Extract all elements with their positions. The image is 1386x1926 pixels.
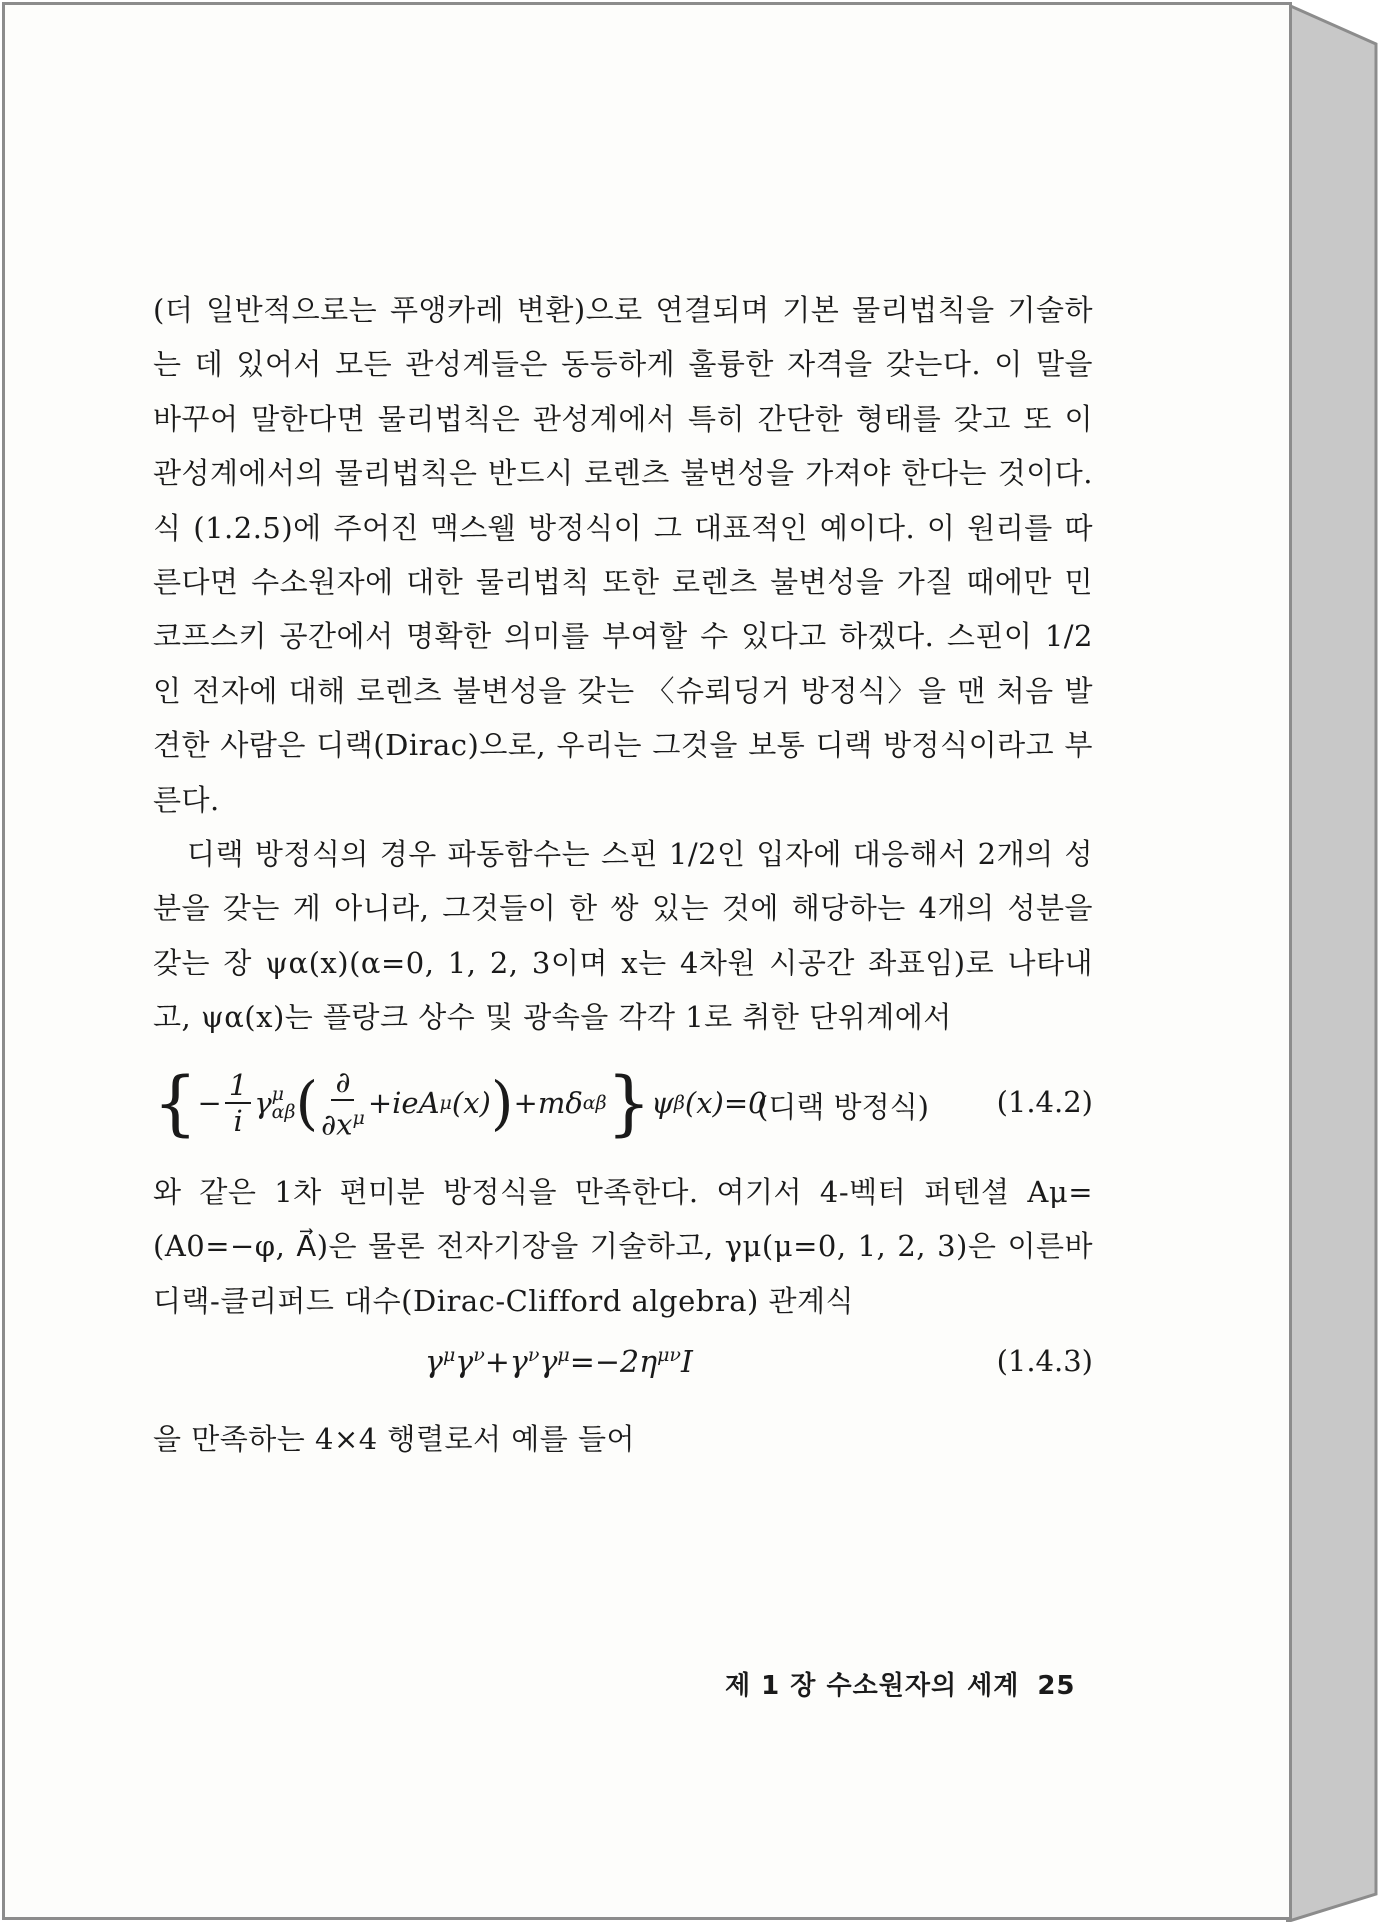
paragraph-1: (더 일반적으로는 푸앵카레 변환)으로 연결되며 기본 물리법칙을 기술하는 데 있어서 모든 관성계들은 동등하게 훌륭한 자격을 갖는다. 이 말을 바꾸어 말한다면 물리법칙은 관성계에서 특히 간단한 형태를 갖고 또 이 관성계에서의 물리법칙은 반드시 로렌츠 불변성을 가져야 한다는 것이다. 식 (1.2.5)에 주어진 맥스웰 방정식이 그 대표적인 예이다. 이 원리를 따른다면 수소원자에 대한 물리법칙 또한 로렌츠 불변성을 가질 때에만 민코프스키 공간에서 명확한 의미를 부여할 수 있다고 하겠다. 스핀이 1/2인 전자에 대해 로렌츠 불변성을 갖는 〈슈뢰딩거 방정식〉을 맨 처음 발견한 사람은 디랙(Dirac)으로, 우리는 그것을 보통 디랙 방정식이라고 부른다. bbox=[153, 293, 1093, 817]
paragraph-4: 을 만족하는 4×4 행렬로서 예를 들어 bbox=[153, 1421, 635, 1456]
paragraph-3: 와 같은 1차 편미분 방정식을 만족한다. 여기서 4-벡터 퍼텐셜 Aμ=(A0=−φ, A⃗)은 물론 전자기장을 기술하고, γμ(μ=0, 1, 2, 3)은 이른바 디랙-클리퍼드 대수(Dirac-Clifford algebra) 관계식 bbox=[153, 1174, 1093, 1318]
fraction-partial: $\frac{\partial}{\partial x^\mu}$ bbox=[321, 1064, 365, 1142]
fraction-one-over-i: $\frac{1}{i}$ bbox=[225, 1068, 251, 1138]
book-page bbox=[2, 2, 1292, 1920]
paragraph-2: 디랙 방정식의 경우 파동함수는 스핀 1/2인 입자에 대응해서 2개의 성분을 갖는 게 아니라, 그것들이 한 쌍 있는 것에 해당하는 4개의 성분을 갖는 장 ψα(x)(α=0, 1, 2, 3이며 x는 4차원 시공간 좌표임)로 나타내고, ψα(x)는 플랑크 상수 및 광속을 각각 1로 취한 단위계에서 bbox=[153, 837, 1093, 1035]
equation-clifford bbox=[153, 1328, 1093, 1412]
equation-name: (디랙 방정식) bbox=[757, 1089, 929, 1124]
equation-dirac bbox=[153, 1045, 1093, 1165]
page-number: 25 bbox=[1037, 1671, 1076, 1701]
dirac-equation-formula: { − $\frac{1}{i}$ γ μ αβ ( $\frac{\partial}{\partial x^\mu}$ +ieA μ (x) ) +mδ αβ } ψ β (x)=0 bbox=[153, 1062, 767, 1145]
equation-number: (1.4.3) bbox=[996, 1343, 1093, 1378]
running-footer bbox=[725, 1665, 1076, 1702]
clifford-relation-formula: $\gamma^\mu\gamma^\nu+\gamma^\nu\gamma^\mu=-2\eta^{\mu\nu}I$ bbox=[425, 1343, 693, 1380]
chapter-title: 제 1 장 수소원자의 세계 bbox=[725, 1671, 1020, 1701]
page-edge-shadow bbox=[1286, 4, 1386, 1922]
page-content bbox=[153, 283, 1093, 1466]
equation-number: (1.4.2) bbox=[996, 1084, 1093, 1119]
